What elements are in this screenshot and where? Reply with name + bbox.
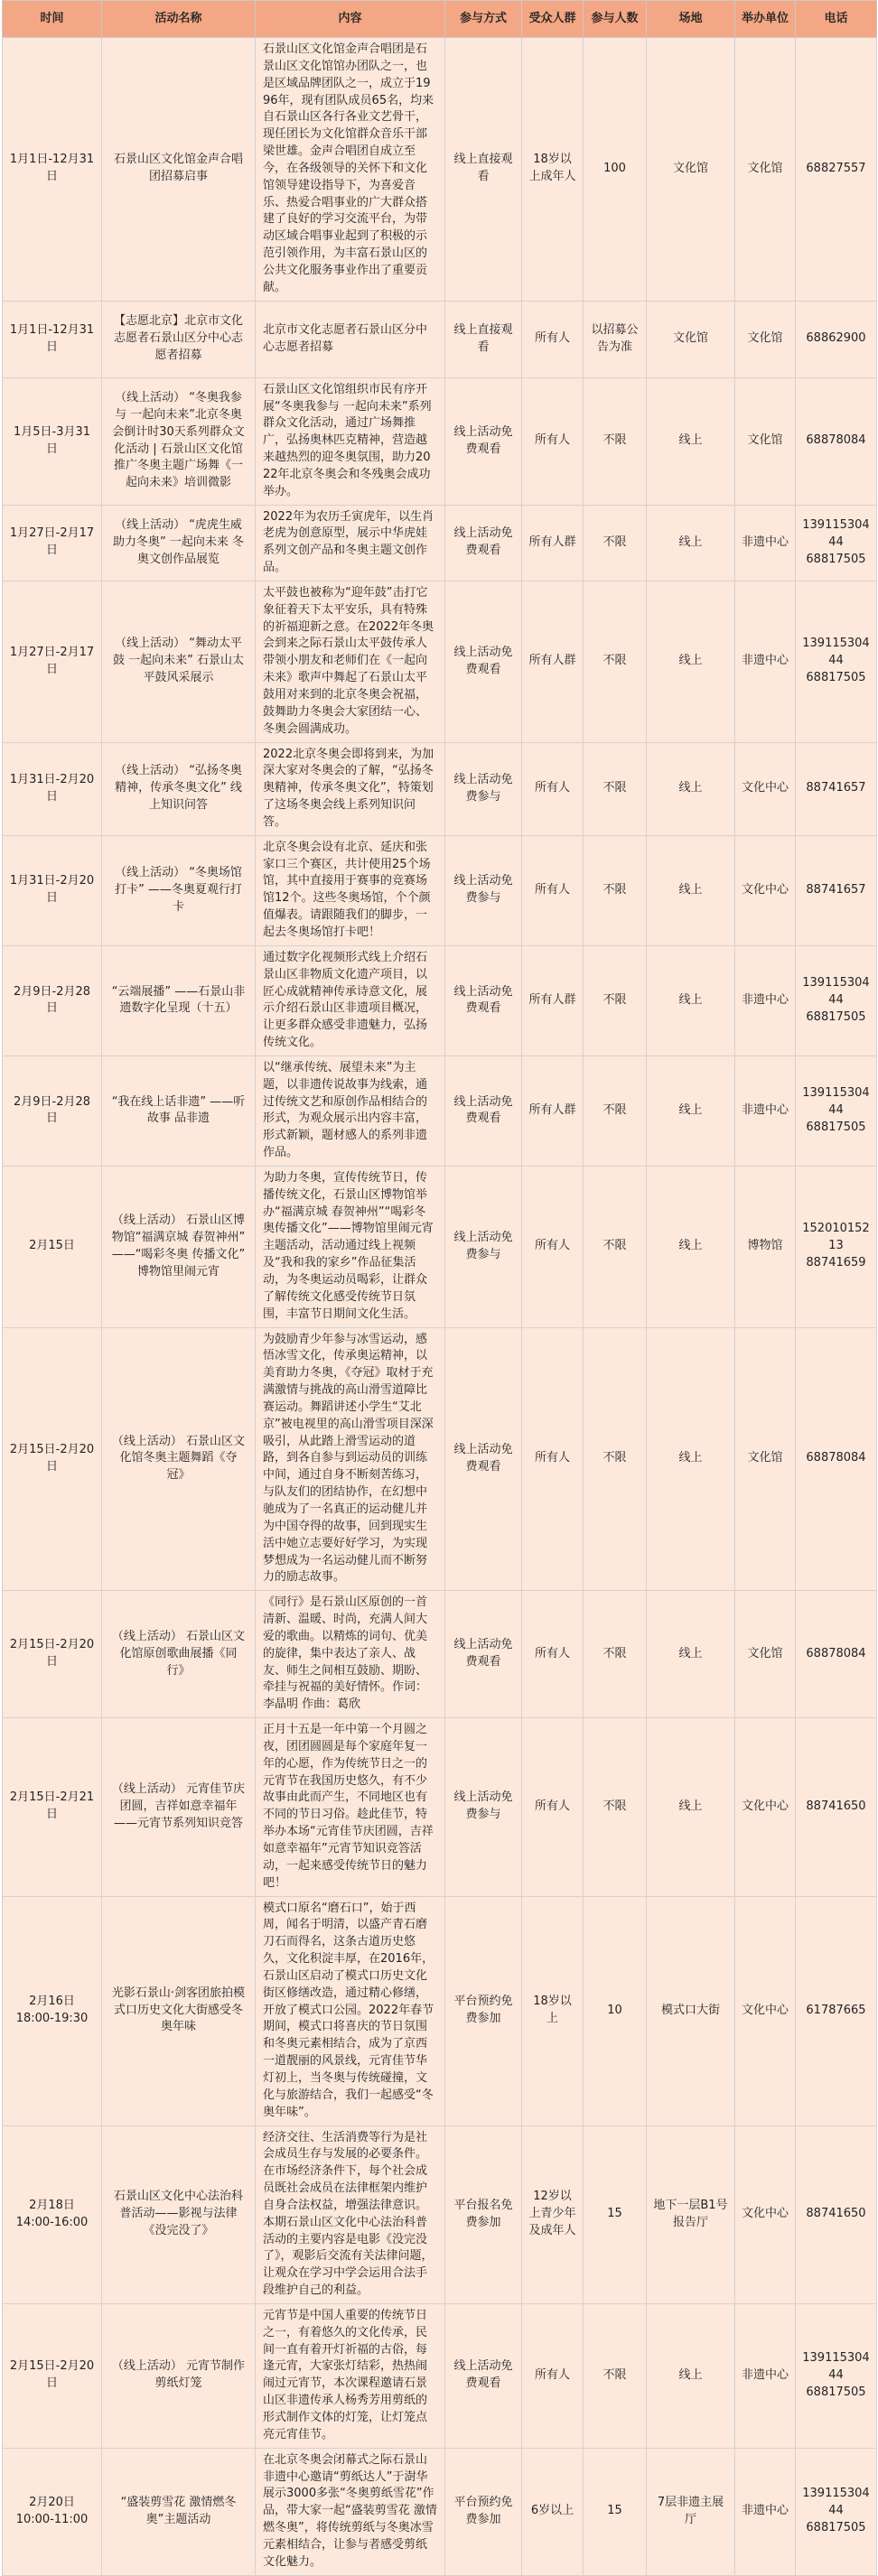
cell-audience: 所有人 (522, 1718, 584, 1896)
cell-venue: 线上 (647, 377, 735, 505)
cell-phone: 13911530444 68817505 (796, 2448, 877, 2575)
cell-content: 2022年为农历壬寅虎年，以生肖老虎为创意原型，展示中华虎娃系列文创产品和冬奥主题文创作品。 (256, 505, 445, 581)
cell-activity-name: （线上活动） 元宵节制作剪纸灯笼 (102, 2303, 256, 2448)
cell-participation-mode: 平台报名免费参加 (445, 2125, 522, 2303)
cell-participant-count: 不限 (584, 1056, 647, 1166)
cell-participant-count: 10 (584, 1896, 647, 2125)
cell-participant-count: 100 (584, 38, 647, 302)
cell-participation-mode: 线上活动免费参与 (445, 1718, 522, 1896)
cell-time: 2月20日 10:00-11:00 (3, 2448, 102, 2575)
cell-activity-name: （线上活动） “冬奥我参与 一起向未来”北京冬奥会倒计时30天系列群众文化活动 | 石景山区文化馆推广冬奥主题广场舞《一起向未来》培训微影 (102, 377, 256, 505)
cell-venue: 线上 (647, 1327, 735, 1591)
cell-content: 模式口原名“磨石口”，始于西周，闻名于明清，以盛产青石磨刀石而得名，这条古道历史悠久，文化积淀丰厚，在2016年，石景山区启动了模式口历史文化街区修缮改造，通过精心修缮，开放了模式口公园。2022年春节期间，模式口将喜庆的节日氛围和冬奥元素相结合，成为了京西一道靓丽的风景线，元宵佳节华灯初上，当冬奥与传统碰撞，文化与旅游结合，我们一起感受“冬奥年味”。 (256, 1896, 445, 2125)
cell-venue: 线上 (647, 1591, 735, 1718)
cell-participant-count: 不限 (584, 1718, 647, 1896)
cell-audience: 18岁以上成年人 (522, 38, 584, 302)
cell-content: 经济交往、生活消费等行为是社会成员生存与发展的必要条件。在市场经济条件下，每个社会成员既社会成员在法律框架内维护自身合法权益，增强法律意识。本期石景山区文化中心法治科普活动的主要内容是电影《没完没了》，观影后交流有关法律问题，让观众在学习中学会运用合法手段维护自己的利益。 (256, 2125, 445, 2303)
events-table-wrap (2, 0, 876, 2576)
cell-participant-count: 不限 (584, 742, 647, 835)
table-row (3, 1166, 877, 1327)
cell-time: 1月1日-12月31日 (3, 301, 102, 377)
table-row (3, 581, 877, 742)
cell-time: 2月9日-2月28日 (3, 945, 102, 1056)
cell-phone: 13911530444 68817505 (796, 505, 877, 581)
cell-participation-mode: 线上直接观看 (445, 38, 522, 302)
header-participation-mode: 参与方式 (445, 1, 522, 38)
cell-content: 元宵节是中国人重要的传统节日之一，有着悠久的文化传承，民间一直有着开灯祈福的古俗，每逢元宵，大家张灯结彩，热热闹闹过元宵节，本次课程邀请石景山区非遗传承人杨秀芳用剪纸的形式制作文体的灯笼，让灯笼点亮元宵佳节。 (256, 2303, 445, 2448)
table-row (3, 38, 877, 302)
cell-activity-name: 光影石景山·剑客团旅拍模式口历史文化大街感受冬奥年味 (102, 1896, 256, 2125)
table-row (3, 1056, 877, 1166)
cell-participant-count: 以招募公告为准 (584, 301, 647, 377)
table-row (3, 505, 877, 581)
cell-phone: 68878084 (796, 377, 877, 505)
table-row (3, 1327, 877, 1591)
cell-audience: 所有人 (522, 742, 584, 835)
table-row (3, 1896, 877, 2125)
table-row (3, 945, 877, 1056)
cell-content: 通过数字化视频形式线上介绍石景山区非物质文化遗产项目，以匠心成就精神传承诗意文化，展示介绍石景山区非遗项目概况，让更多群众感受非遗魅力，弘扬传统文化。 (256, 945, 445, 1056)
cell-participation-mode: 线上活动免费参与 (445, 1166, 522, 1327)
cell-activity-name: （线上活动） “虎虎生威 助力冬奥” 一起向未来 冬奥文创作品展览 (102, 505, 256, 581)
cell-organizer: 文化馆 (735, 38, 796, 302)
cell-time: 2月15日-2月20日 (3, 2303, 102, 2448)
cell-venue: 线上 (647, 1718, 735, 1896)
table-row (3, 1718, 877, 1896)
table-header-row (3, 1, 877, 38)
cell-audience: 所有人群 (522, 505, 584, 581)
cell-time: 2月9日-2月28日 (3, 1056, 102, 1166)
cell-participant-count: 不限 (584, 945, 647, 1056)
cell-venue: 线上 (647, 1056, 735, 1166)
cell-content: 正月十五是一年中第一个月圆之夜，团团圆圆是每个家庭年复一年的心愿，作为传统节日之一的元宵节在我国历史悠久，有不少故事由此而产生，不同地区也有不同的节日习俗。趁此佳节，特举办本场“元宵佳节庆团圆，吉祥如意幸福年”元宵节知识竞答活动，一起来感受传统节日的魅力吧！ (256, 1718, 445, 1896)
cell-activity-name: （线上活动） 石景山区文化馆原创歌曲展播《同行》 (102, 1591, 256, 1718)
cell-activity-name: （线上活动） 石景山区文化馆冬奥主题舞蹈《夺冠》 (102, 1327, 256, 1591)
cell-organizer: 文化馆 (735, 301, 796, 377)
cell-audience: 12岁以上青少年及成年人 (522, 2125, 584, 2303)
cell-activity-name: （线上活动） 石景山区博物馆“福满京城 春贺神州” ——“喝彩冬奥 传播文化” 博物馆里闹元宵 (102, 1166, 256, 1327)
cell-participation-mode: 线上活动免费观看 (445, 505, 522, 581)
cell-audience: 所有人 (522, 1591, 584, 1718)
cell-venue: 线上 (647, 742, 735, 835)
cell-participant-count: 不限 (584, 1166, 647, 1327)
cell-phone: 68878084 (796, 1327, 877, 1591)
cell-organizer: 非遗中心 (735, 2448, 796, 2575)
cell-audience: 所有人群 (522, 945, 584, 1056)
cell-participant-count: 15 (584, 2125, 647, 2303)
cell-venue: 线上 (647, 581, 735, 742)
cell-phone: 13911530444 68817505 (796, 2303, 877, 2448)
cell-audience: 6岁以上 (522, 2448, 584, 2575)
cell-activity-name: 【志愿北京】北京市文化志愿者石景山区分中心志愿者招募 (102, 301, 256, 377)
table-row (3, 2303, 877, 2448)
cell-activity-name: （线上活动） 元宵佳节庆团圆，吉祥如意幸福年——元宵节系列知识竞答 (102, 1718, 256, 1896)
cell-time: 2月15日 (3, 1166, 102, 1327)
cell-venue: 7层非遗主展厅 (647, 2448, 735, 2575)
cell-audience: 所有人 (522, 377, 584, 505)
cell-activity-name: “我在线上话非遗” ——听故事 品非遗 (102, 1056, 256, 1166)
cell-participant-count: 15 (584, 2448, 647, 2575)
cell-phone: 13911530444 68817505 (796, 945, 877, 1056)
cell-audience: 所有人 (522, 1327, 584, 1591)
cell-participation-mode: 线上活动免费观看 (445, 1056, 522, 1166)
cell-content: 为鼓励青少年参与冰雪运动，感悟冰雪文化，传承奥运精神，以美育助力冬奥，《夺冠》取材于充满激情与挑战的高山滑雪道障比赛运动。舞蹈讲述小学生“艾北京”被电视里的高山滑雪项目深深吸引，从此踏上滑雪运动的道路，到各自参与到运动员的训练中间，通过自身不断刻苦练习，与队友们的团结协作，在幻想中驰成为了一名真正的运动健儿并为中国夺得的故事，回到现实生活中她立志要好好学习，为实现梦想成为一名运动健儿而不断努力的励志故事。 (256, 1327, 445, 1591)
cell-participant-count: 不限 (584, 835, 647, 945)
cell-organizer: 非遗中心 (735, 2303, 796, 2448)
cell-time: 2月18日 14:00-16:00 (3, 2125, 102, 2303)
cell-audience: 18岁以上 (522, 1896, 584, 2125)
cell-time: 2月15日-2月21日 (3, 1718, 102, 1896)
cell-organizer: 文化馆 (735, 377, 796, 505)
cell-participation-mode: 线上活动免费观看 (445, 581, 522, 742)
cell-participation-mode: 线上活动免费参与 (445, 742, 522, 835)
cell-participant-count: 不限 (584, 1591, 647, 1718)
cell-time: 1月27日-2月17日 (3, 581, 102, 742)
cell-activity-name: （线上活动） “舞动太平鼓 一起向未来” 石景山太平鼓风采展示 (102, 581, 256, 742)
cell-organizer: 非遗中心 (735, 581, 796, 742)
cell-participation-mode: 平台预约免费参加 (445, 2448, 522, 2575)
cell-phone: 88741657 (796, 835, 877, 945)
cell-participation-mode: 线上活动免费观看 (445, 1591, 522, 1718)
cell-participation-mode: 线上活动免费参与 (445, 835, 522, 945)
cell-organizer: 文化中心 (735, 1718, 796, 1896)
cell-venue: 文化馆 (647, 38, 735, 302)
cell-phone: 13911530444 68817505 (796, 1056, 877, 1166)
cell-content: 为助力冬奥，宣传传统节日，传播传统文化，石景山区博物馆举办“福满京城 春贺神州”“喝彩冬奥传播文化”——博物馆里闹元宵主题活动，活动通过线上视频及“我和我的家乡”作品征集活动，为冬奥运动员喝彩，让群众了解传统文化感受传统节日氛围，丰富节日期间文化生活。 (256, 1166, 445, 1327)
cell-participation-mode: 线上活动免费观看 (445, 377, 522, 505)
cell-phone: 13911530444 68817505 (796, 581, 877, 742)
cell-activity-name: （线上活动） “冬奥场馆打卡” ——冬奥夏观行打卡 (102, 835, 256, 945)
cell-time: 2月15日-2月20日 (3, 1327, 102, 1591)
cell-organizer: 非遗中心 (735, 1056, 796, 1166)
cell-phone: 88741657 (796, 742, 877, 835)
cell-content: 石景山区文化馆组织市民有序开展“冬奥我参与 一起向未来”系列群众文化活动，通过广场舞推广，弘扬奥林匹克精神，营造越来越热烈的迎冬奥氛围，助力2022年北京冬奥会和冬残奥会成功举办。 (256, 377, 445, 505)
cell-audience: 所有人 (522, 2303, 584, 2448)
cell-organizer: 文化中心 (735, 835, 796, 945)
cell-participant-count: 不限 (584, 2303, 647, 2448)
header-audience: 受众人群 (522, 1, 584, 38)
cell-participant-count: 不限 (584, 581, 647, 742)
cell-content: 石景山区文化馆金声合唱团是石景山区文化馆馆办团队之一，也是区域品牌团队之一，成立于1996年，现有团队成员65名，均来自石景山区各行各业文艺骨干，现任团长为文化馆群众音乐干部梁世雄。金声合唱团自成立至今，在各级领导的关怀下和文化馆领导建设指导下，为喜爱音乐、热爱合唱事业的广大群众搭建了良好的学习交流平台，为带动区域合唱事业起到了积极的示范引领作用，为丰富石景山区的公共文化服务事业作出了重要贡献。 (256, 38, 445, 302)
cell-organizer: 博物馆 (735, 1166, 796, 1327)
header-participant-count: 参与人数 (584, 1, 647, 38)
cell-phone: 15201015213 88741659 (796, 1166, 877, 1327)
cell-activity-name: 石景山区文化中心法治科普活动——影视与法律《没完没了》 (102, 2125, 256, 2303)
cell-content: 《同行》是石景山区原创的一首清新、温暖、时尚，充满人间大爱的歌曲。以精炼的词句、优美的旋律，集中表达了亲人、战友、师生之间相互鼓励、期盼、牵挂与祝福的美好情怀。作词：李晶明 作曲：葛欣 (256, 1591, 445, 1718)
cell-phone: 88741650 (796, 1718, 877, 1896)
cell-organizer: 文化中心 (735, 2125, 796, 2303)
header-content: 内容 (256, 1, 445, 38)
table-row (3, 1591, 877, 1718)
cell-time: 2月15日-2月20日 (3, 1591, 102, 1718)
cell-content: 以“继承传统、展望未来”为主题，以非遗传说故事为线索，通过传统文艺和原创作品相结合的形式，为观众展示出内容丰富，形式新颖，题材感人的系列非遗作品。 (256, 1056, 445, 1166)
cell-venue: 线上 (647, 1166, 735, 1327)
cell-participant-count: 不限 (584, 377, 647, 505)
cell-content: 2022北京冬奥会即将到来，为加深大家对冬奥会的了解，“弘扬冬奥精神，传承冬奥文化”，特策划了这场冬奥会线上系列知识问答。 (256, 742, 445, 835)
cell-venue: 线上 (647, 2303, 735, 2448)
table-row (3, 301, 877, 377)
cell-content: 北京市文化志愿者石景山区分中心志愿者招募 (256, 301, 445, 377)
header-activity-name: 活动名称 (102, 1, 256, 38)
cell-audience: 所有人群 (522, 581, 584, 742)
cell-organizer: 文化馆 (735, 1591, 796, 1718)
header-phone: 电话 (796, 1, 877, 38)
cell-organizer: 文化中心 (735, 742, 796, 835)
cell-participation-mode: 线上活动免费观看 (445, 2303, 522, 2448)
cell-participation-mode: 线上活动免费观看 (445, 945, 522, 1056)
table-body (3, 38, 877, 2576)
cell-time: 1月31日-2月20日 (3, 742, 102, 835)
cell-content: 太平鼓也被称为“迎年鼓”击打它象征着天下太平安乐，具有特殊的祈福迎新之意。在2022年冬奥会到来之际石景山太平鼓传承人带领小朋友和老师们在《一起向未来》歌声中舞起了石景山太平鼓用对来到的北京冬奥会祝福，鼓舞助力冬奥会大家团结一心、冬奥会圆满成功。 (256, 581, 445, 742)
cell-venue: 文化馆 (647, 301, 735, 377)
cell-organizer: 文化馆 (735, 1327, 796, 1591)
table-row (3, 835, 877, 945)
cell-venue: 线上 (647, 835, 735, 945)
cell-organizer: 非遗中心 (735, 505, 796, 581)
cell-activity-name: （线上活动） “弘扬冬奥精神，传承冬奥文化” 线上知识问答 (102, 742, 256, 835)
cell-phone: 61787665 (796, 1896, 877, 2125)
header-organizer: 举办单位 (735, 1, 796, 38)
cell-activity-name: “盛装剪雪花 激情燃冬奥”主题活动 (102, 2448, 256, 2575)
cell-activity-name: 石景山区文化馆金声合唱团招募启事 (102, 38, 256, 302)
cell-organizer: 文化中心 (735, 1896, 796, 2125)
cell-venue: 地下一层B1号报告厅 (647, 2125, 735, 2303)
header-time: 时间 (3, 1, 102, 38)
cell-phone: 68827557 (796, 38, 877, 302)
cell-time: 1月5日-3月31日 (3, 377, 102, 505)
cell-participant-count: 不限 (584, 505, 647, 581)
cell-audience: 所有人 (522, 835, 584, 945)
cell-organizer: 非遗中心 (735, 945, 796, 1056)
cell-content: 北京冬奥会设有北京、延庆和张家口三个赛区，共计使用25个场馆，其中直接用于赛事的竞赛场馆12个。这些冬奥场馆，个个颜值爆表。请跟随我们的脚步，一起去冬奥场馆打卡吧！ (256, 835, 445, 945)
table-row (3, 742, 877, 835)
events-table (2, 0, 877, 2576)
cell-audience: 所有人 (522, 301, 584, 377)
cell-participation-mode: 线上直接观看 (445, 301, 522, 377)
cell-venue: 模式口大街 (647, 1896, 735, 2125)
cell-time: 1月31日-2月20日 (3, 835, 102, 945)
cell-content: 在北京冬奥会闭幕式之际石景山非遗中心邀请“剪纸达人”于澍华展示3000多张“冬奥剪纸雪花”作品，带大家一起“盛装剪雪花 激情燃冬奥”，将传统剪纸与冬奥冰雪元素相结合，让参与者感受剪纸文化魅力。 (256, 2448, 445, 2575)
cell-participation-mode: 平台预约免费参加 (445, 1896, 522, 2125)
cell-phone: 68878084 (796, 1591, 877, 1718)
cell-time: 1月27日-2月17日 (3, 505, 102, 581)
cell-activity-name: “云端展播” ——石景山非遗数字化呈现（十五） (102, 945, 256, 1056)
cell-venue: 线上 (647, 945, 735, 1056)
table-row (3, 2448, 877, 2575)
cell-audience: 所有人 (522, 1166, 584, 1327)
cell-time: 2月16日 18:00-19:30 (3, 1896, 102, 2125)
header-venue: 场地 (647, 1, 735, 38)
cell-audience: 所有人群 (522, 1056, 584, 1166)
cell-time: 1月1日-12月31日 (3, 38, 102, 302)
table-row (3, 377, 877, 505)
cell-participation-mode: 线上活动免费观看 (445, 1327, 522, 1591)
cell-participant-count: 不限 (584, 1327, 647, 1591)
cell-phone: 88741650 (796, 2125, 877, 2303)
cell-venue: 线上 (647, 505, 735, 581)
table-row (3, 2125, 877, 2303)
cell-phone: 68862900 (796, 301, 877, 377)
